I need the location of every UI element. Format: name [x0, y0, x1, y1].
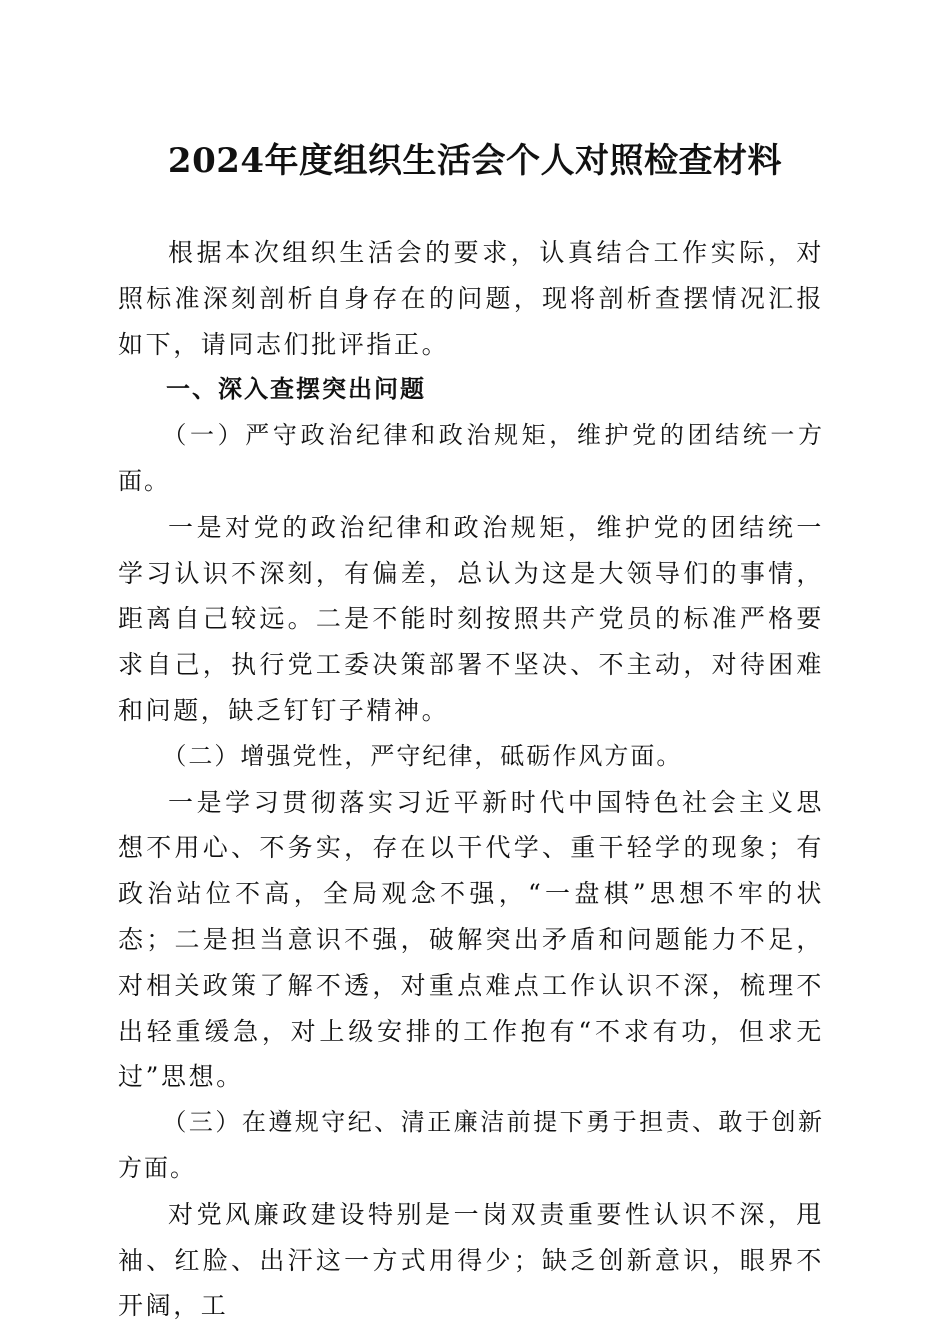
- intro-paragraph: 根据本次组织生活会的要求，认真结合工作实际，对照标准深刻剖析自身存在的问题，现将剖析查摆情况汇报如下，请同志们批评指正。: [118, 238, 824, 359]
- subsection-heading-3: （三）在遵规守纪、清正廉洁前提下勇于担责、敢于创新方面。: [118, 1108, 824, 1182]
- subsection-3-paragraph: 对党风廉政建设特别是一岗双责重要性认识不深，甩袖、红脸、出汗这一方式用得少；缺乏创新意识，眼界不开阔，工: [118, 1199, 824, 1321]
- document-title: 2024年度组织生活会个人对照检查材料: [167, 141, 783, 181]
- subsection-heading-2: （二）增强党性，严守纪律，砥砺作风方面。: [162, 741, 683, 770]
- section-heading-1: 一、深入查摆突出问题: [166, 375, 426, 404]
- document-body: [118, 230, 824, 1329]
- subsection-1-paragraph: 一是对党的政治纪律和政治规矩，维护党的团结统一学习认识不深刻，有偏差，总认为这是大领导们的事情，距离自己较远。二是不能时刻按照共产党员的标准严格要求自己，执行党工委决策部署不坚决、不主动，对待困难和问题，缺乏钉钉子精神。: [118, 512, 824, 725]
- subsection-2-paragraph: 一是学习贯彻落实习近平新时代中国特色社会主义思想不用心、不务实，存在以干代学、重干轻学的现象；有政治站位不高，全局观念不强，“一盘棋”思想不牢的状态；二是担当意识不强，破解突出矛盾和问题能力不足，对相关政策了解不透，对重点难点工作认识不深，梳理不出轻重缓急，对上级安排的工作抱有“不求有功，但求无过”思想。: [118, 787, 824, 1092]
- subsection-heading-1: （一）严守政治纪律和政治规矩，维护党的团结统一方面。: [118, 421, 824, 495]
